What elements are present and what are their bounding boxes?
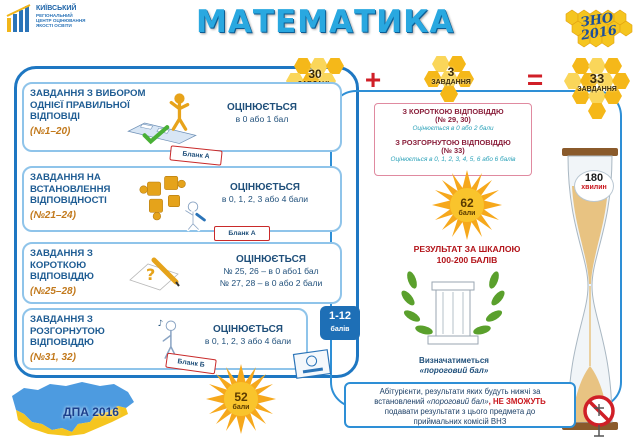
- task-title-line: РОЗГОРНУТОЮ: [30, 325, 105, 337]
- task-title-line: ВСТАНОВЛЕННЯ: [30, 183, 111, 195]
- svg-text:?: ?: [146, 265, 156, 284]
- scale-result: [392, 244, 542, 265]
- task-title-line: ВІДПОВІДНОСТІ: [30, 195, 107, 206]
- puzzle-figure-icon: [120, 90, 202, 152]
- short-answer-title: З КОРОТКОЮ ВІДПОВІДДЮ: [402, 107, 504, 116]
- warning-line: приймальних комісій ВНЗ: [413, 417, 507, 426]
- total-ext-caption: ЗАВДАННЯ: [431, 79, 471, 86]
- task-numbers: (№31, 32): [30, 351, 76, 363]
- blank-a-tag: Бланк А: [169, 145, 222, 165]
- sun-62-label: [452, 196, 482, 217]
- logo-line: РЕГІОНАЛЬНИЙ: [36, 13, 73, 18]
- warning-line: подавати результати з цього предмета до: [384, 407, 536, 416]
- certificate-icon: [292, 348, 332, 380]
- task-score-line: в 0 або 1 бал: [235, 114, 289, 124]
- svg-text:♪: ♪: [157, 318, 164, 329]
- task-card-short-answer: [22, 242, 342, 304]
- prohibition-icon: [582, 394, 616, 438]
- logo-line: ЯКОСТІ ОСВІТИ: [36, 23, 72, 29]
- total-mc-number: 30: [308, 67, 322, 81]
- task-title-line: ВІДПОВІДДЮ: [30, 337, 94, 348]
- sun-52-label: [226, 390, 256, 411]
- blank-b-tag: Бланк Б: [165, 353, 217, 375]
- task-numbers: (№25–28): [30, 285, 76, 297]
- task-score-line: № 25, 26 – в 0 або1 бал: [223, 266, 319, 276]
- honeycomb-3: [424, 56, 484, 104]
- task-title-line: ВІДПОВІДІ: [30, 111, 80, 122]
- task-card-multiple-choice: [22, 82, 342, 152]
- gear-puzzle-figure-icon: [136, 170, 212, 232]
- task-score-title: ОЦІНЮЄТЬСЯ: [236, 254, 306, 265]
- duration-number: 180: [584, 172, 604, 184]
- dpa-points-unit: бали: [232, 404, 250, 411]
- task-title-line: ЗАВДАННЯ З: [30, 314, 93, 325]
- task-card-extended-answer: [22, 308, 308, 370]
- result-line: РЕЗУЛЬТАТ ЗА ШКАЛОЮ: [413, 244, 521, 254]
- dpa-score-unit: балів: [330, 326, 350, 333]
- total-all-caption: ЗАВДАННЯ: [577, 86, 617, 93]
- task-score-title: ОЦІНЮЄТЬСЯ: [230, 182, 300, 193]
- threshold-line: Визначатиметься: [419, 356, 489, 365]
- task-numbers: (№21–24): [30, 209, 76, 221]
- threshold-line: «пороговий бал»: [419, 366, 489, 375]
- threshold-score-unit: бали: [458, 210, 476, 217]
- dpa-points-number: 52: [234, 390, 248, 404]
- warning-cannot: , НЕ ЗМОЖУТЬ: [488, 397, 546, 406]
- logo-line: КИЇВСЬКИЙ: [36, 5, 77, 12]
- long-answer-score: Оцінюється в 0, 1, 2, 3, 4, 5, 6 або 6 балів: [390, 155, 516, 163]
- task-numbers: (№1–20): [30, 125, 71, 137]
- warning-line: Абітурієнти, результати яких будуть нижчі за: [379, 387, 541, 396]
- task-score-line: в 0, 1, 2, 3 або 4 бали: [204, 336, 292, 346]
- threshold-score-number: 62: [460, 196, 474, 210]
- long-answer-title: З РОЗГОРНУТОЮ ВІДПОВІДДЮ: [395, 137, 511, 147]
- equals-sign: =: [526, 64, 544, 95]
- task-title-line: КОРОТКОЮ: [30, 259, 87, 271]
- warning-box: [344, 382, 576, 428]
- center-logo-icon: [6, 4, 34, 34]
- logo-line: ЦЕНТР ОЦІНЮВАННЯ: [36, 18, 86, 24]
- exam-duration: [574, 172, 614, 191]
- task-score-line: № 27, 28 – в 0 або 2 бали: [219, 278, 323, 288]
- task-title-line: ЗАВДАННЯ З: [30, 248, 93, 259]
- zno-2016-label: ЗНО 2016: [579, 10, 619, 44]
- task-title-line: ОДНІЄЇ ПРАВИЛЬНОЇ: [30, 99, 130, 111]
- total-all-number: 33: [589, 71, 605, 86]
- laurel-column-icon: [398, 268, 508, 358]
- blank-a-tag: Бланк А: [214, 226, 270, 241]
- threshold-note: [402, 356, 506, 376]
- task-card-matching: [22, 166, 342, 232]
- task-title-line: ЗАВДАННЯ З ВИБОРОМ: [30, 88, 146, 99]
- task-title-line: ЗАВДАННЯ НА: [30, 172, 101, 183]
- warning-threshold: «пороговий бал»: [426, 397, 489, 406]
- dpa-score-range: 1-12: [328, 310, 352, 322]
- long-answer-numbers: (№ 33): [441, 146, 465, 156]
- center-logo-text: [36, 5, 116, 29]
- total-ext-number: 3: [447, 65, 455, 79]
- dpa-score-badge: [320, 306, 360, 340]
- short-answer-numbers: (№ 29, 30): [435, 115, 471, 125]
- result-line: 100-200 БАЛІВ: [436, 254, 498, 265]
- task-title-line: ВІДПОВІДДЮ: [30, 271, 94, 282]
- notepad-pencil-icon: [124, 250, 184, 300]
- duration-unit: хвилин: [581, 184, 607, 191]
- honeycomb-33: [564, 58, 630, 118]
- short-answer-score: Оцінюється в 0 або 2 бали: [412, 124, 494, 132]
- dpa-2016-label: ДПА 2016: [63, 405, 119, 419]
- task-score-title: ОЦІНЮЄТЬСЯ: [227, 102, 297, 113]
- warning-line: встановлений: [374, 397, 427, 406]
- page-title: МАТЕМАТИКА: [196, 4, 455, 40]
- task-score-line: в 0, 1, 2, 3 або 4 бали: [221, 194, 309, 204]
- task-score-title: ОЦІНЮЄТЬСЯ: [213, 324, 283, 335]
- extended-tasks-box: [374, 103, 532, 176]
- plus-sign: +: [364, 64, 382, 95]
